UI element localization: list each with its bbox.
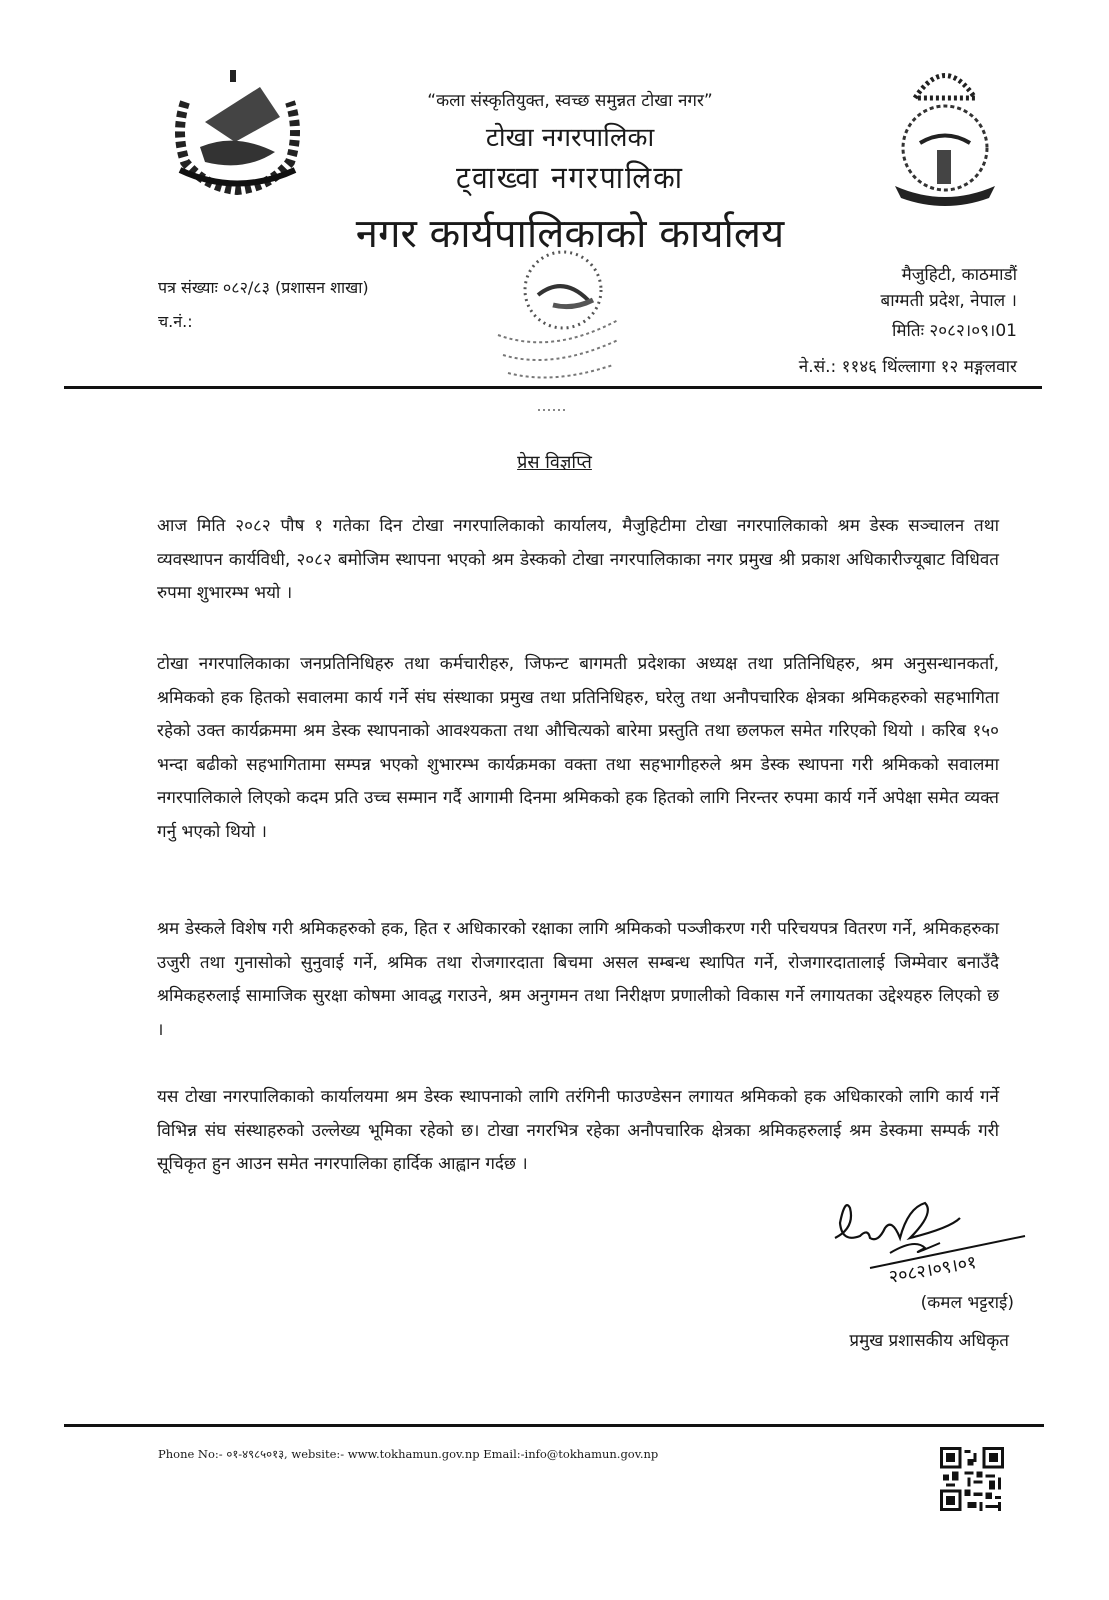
qr-code: [940, 1447, 1004, 1511]
signatory-designation: प्रमुख प्रशासकीय अधिकृत: [849, 1331, 1009, 1351]
slogan: “कला संस्कृतियुक्त, स्वच्छ समुन्नत टोखा नगर”: [427, 91, 713, 111]
nepal-government-emblem: [165, 62, 310, 197]
paragraph-2: टोखा नगरपालिकाका जनप्रतिनिधिहरु तथा कर्मचारीहरु, जिफन्ट बागमती प्रदेशका अध्यक्ष तथा प्रतिनिधिहरु, श्रम अनुसन्धानकर्ता, श्रमिकको हक हितको सवालमा कार्य गर्ने संघ संस्थाका प्रमुख तथा प्रतिनिधिहरु, घरेलु तथा अनौपचारिक क्षेत्रका श्रमिकहरुको सहभागिता रहेको उक्त कार्यक्रममा श्रम डेस्क स्थापनाको आवश्यकता तथा औचित्यको बारेमा प्रस्तुति तथा छलफल समेत गरिएको थियो । करिब १५० भन्दा बढीको सहभागितामा सम्पन्न भएको शुभारम्भ कार्यक्रमका वक्ता तथा सहभागीहरुले श्रम डेस्क स्थापना गरी श्रमिकको सवालमा नगरपालिकाले लिएको कदम प्रति उच्च सम्मान गर्दै आगामी दिनमा श्रमिकको हक हितको लागि निरन्तर रुपमा कार्य गर्ने अपेक्षा समेत व्यक्त गर्नु भएको थियो ।: [157, 654, 999, 842]
org-name: टोखा नगरपालिका: [485, 123, 655, 153]
date: मितिः २०८२।०९।01: [891, 321, 1017, 341]
footer-divider: [64, 1424, 1044, 1427]
paragraph-1: आज मिति २०८२ पौष १ गतेका दिन टोखा नगरपालिकाको कार्यालय, मैजुहिटीमा टोखा नगरपालिकाको श्रम डेस्क सञ्चालन तथा व्यवस्थापन कार्यविधी, २०८२ बमोजिम स्थापना भएको श्रम डेस्कको टोखा नगरपालिकाका नगर प्रमुख श्री प्रकाश अधिकारीज्यूबाट विधिवत रुपमा शुभारम्भ भयो ।: [157, 516, 999, 603]
signatory-name: (कमल भट्टराई): [920, 1293, 1014, 1313]
tokha-municipality-logo: [885, 58, 1005, 208]
address-line-2: बाग्मती प्रदेश, नेपाल ।: [880, 291, 1017, 311]
footer-contact: Phone No:- ०१-४९८५०१३, website:- www.tokhamun.gov.np Email:-info@tokhamun.gov.np: [158, 1447, 659, 1461]
dispatch-number: च.नं.:: [158, 312, 193, 331]
header-divider: [64, 386, 1042, 389]
nepal-sambat-date: ने.सं.: ११४६ थिंल्लागा १२ मङ्गलवार: [798, 357, 1017, 377]
document-title: प्रेस विज्ञप्ति: [517, 452, 592, 473]
letter-number: पत्र संख्याः ०८२/८३ (प्रशासन शाखा): [158, 278, 369, 297]
address-line-1: मैजुहिटी, काठमाडौं: [901, 265, 1017, 285]
signature-date: २०८२।०९।०१: [887, 1251, 979, 1288]
office-stamp: [478, 245, 628, 420]
org-name-newari: ट्वाख्वा नगरपालिका: [455, 159, 685, 196]
paragraph-4: यस टोखा नगरपालिकाको कार्यालयमा श्रम डेस्क स्थापनाको लागि तरंगिनी फाउण्डेसन लगायत श्रमिकको हक अधिकारको लागि कार्य गर्ने विभिन्न संघ संस्थाहरुको उल्लेख्य भूमिका रहेको छ। टोखा नगरभित्र रहेका अनौपचारिक क्षेत्रका श्रमिकहरुलाई श्रम डेस्कमा सम्पर्क गरी सूचिकृत हुन आउन समेत नगरपालिका हार्दिक आह्वान गर्दछ ।: [157, 1087, 999, 1174]
handwritten-signature: [830, 1198, 1030, 1293]
paragraph-3: श्रम डेस्कले विशेष गरी श्रमिकहरुको हक, हित र अधिकारको रक्षाका लागि श्रमिकको पञ्जीकरण गरी परिचयपत्र वितरण गर्ने, श्रमिकहरुका उजुरी तथा गुनासोको सुनुवाई गर्ने, श्रमिक तथा रोजगारदाता बिचमा असल सम्बन्ध स्थापित गर्ने, रोजगारदातालाई जिम्मेवार बनाउँदै श्रमिकहरुलाई सामाजिक सुरक्षा कोषमा आवद्ध गराउने, श्रम अनुगमन तथा निरीक्षण प्रणालीको विकास गर्ने लगायतका उद्देश्यहरु लिएको छ ।: [157, 919, 999, 1040]
office-name: नगर कार्यपालिकाको कार्यालय: [355, 211, 785, 257]
